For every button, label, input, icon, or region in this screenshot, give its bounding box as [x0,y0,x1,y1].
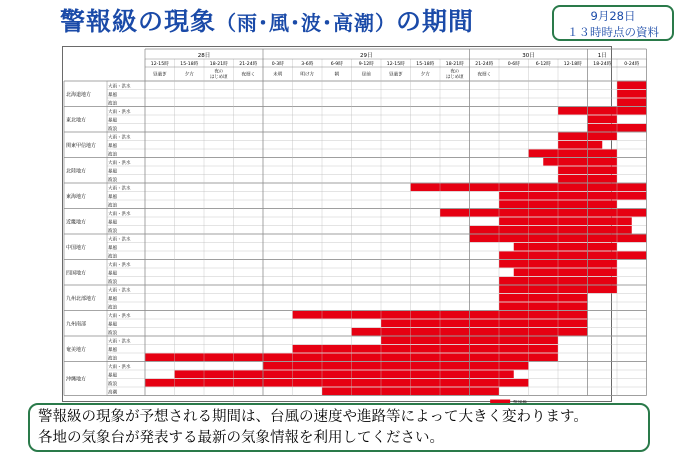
warning-bar [440,209,647,217]
phenomenon-label: 大雨・洪水 [108,364,131,370]
phenomenon-label: 暴風 [108,194,117,200]
title-main: 警報級の現象 [60,7,217,36]
time-label: 6-12時 [535,62,551,67]
warning-bar [293,345,559,353]
date-line: 9月28日 [590,9,636,23]
phenomenon-label: 大雨・洪水 [108,313,131,319]
warning-bar [617,81,647,89]
phenomenon-label: 暴風 [108,373,117,379]
time-label: 18-21時 [445,62,464,67]
phenomenon-label: 波浪 [108,279,117,285]
time-word: 昼過ぎ [388,72,403,78]
region-label: 九州北部地方 [66,295,97,302]
info-note [28,403,650,452]
warning-bar [543,158,617,166]
region-label: 中国地方 [66,244,87,251]
warning-bar [514,243,617,251]
phenomenon-label: 暴風 [108,118,117,124]
phenomenon-label: 暴風 [108,169,117,175]
time-word: 夜遅く [477,72,492,78]
region-label: 東海地方 [66,193,87,200]
phenomenon-label: 高潮 [108,390,117,396]
phenomenon-label: 波浪 [108,203,117,209]
time-label: 15-18時 [416,62,435,67]
phenomenon-label: 波浪 [108,356,117,362]
region-label: 東北地方 [66,117,87,124]
time-word: 昼過ぎ [152,72,167,78]
region-label: 四国地方 [66,270,87,277]
phenomenon-label: 大雨・洪水 [108,288,131,294]
day-label: 29日 [360,53,373,59]
time-label: 6-9時 [330,62,343,67]
time-word: 明け方 [300,72,315,78]
phenomenon-label: 大雨・洪水 [108,262,131,268]
note-line-1: 警報級の現象が予想される期間は、台風の速度や進路等によって大きく変わります。 [38,409,588,425]
time-label: 12-18時 [563,62,582,67]
time-word: 未明 [273,72,283,78]
time-word: 夜遅く [241,72,256,78]
date-caption: １３時時点の資料 [567,25,659,39]
region-label: 沖縄地方 [66,376,87,383]
warning-bar [529,149,618,157]
warning-bar [617,98,647,106]
phenomenon-label: 暴風 [108,143,117,149]
warning-bar [558,107,647,115]
time-label: 21-24時 [475,62,494,67]
region-label: 北海道地方 [66,91,92,98]
warning-bar [499,251,647,259]
phenomenon-label: 波浪 [108,126,117,132]
warning-bar [470,226,632,234]
phenomenon-label: 波浪 [108,305,117,311]
phenomenon-label: 大雨・洪水 [108,160,131,166]
warning-bar [145,379,529,387]
phenomenon-label: 大雨・洪水 [108,211,131,217]
time-word: 夕方 [184,72,194,78]
day-label: 28日 [197,53,211,59]
phenomenon-label: 暴風 [108,92,117,98]
time-label: 0-24時 [624,62,640,67]
time-label: 21-24時 [239,62,258,67]
region-label: 北陸地方 [66,168,87,175]
region-label: 関東甲信地方 [66,142,97,149]
warning-bar [588,115,618,123]
time-label: 18-21時 [209,62,228,67]
page-title [60,2,475,36]
phenomenon-label: 暴風 [108,347,117,353]
region-label: 九州南部 [66,321,87,328]
time-label: 3-6時 [301,62,314,67]
time-label: 0-3時 [271,62,284,67]
phenomenon-label: 大雨・洪水 [108,237,131,243]
warning-bar [175,370,514,378]
phenomenon-label: 暴風 [108,220,117,226]
note-line-2: 各地の気象台が発表する最新の気象情報を利用してください。 [38,430,444,446]
phenomenon-label: 大雨・洪水 [108,109,131,115]
time-word: 夕方 [420,72,430,78]
phenomenon-label: 暴風 [108,322,117,328]
region-label: 奄美地方 [66,346,87,353]
day-label: 1日 [597,53,607,59]
title-phenomena: （雨･風･波･高潮） [216,11,397,35]
warning-bar [263,362,529,370]
time-word: はじめ頃 [209,75,228,80]
phenomenon-label: 暴風 [108,296,117,302]
phenomenon-label: 波浪 [108,101,117,107]
time-word: はじめ頃 [445,75,464,80]
title-end: の期間 [396,7,475,36]
warning-period-chart [62,46,640,402]
region-label: 近畿地方 [66,219,87,226]
warning-bar [499,294,588,302]
time-word: 朝 [334,72,340,78]
warning-bar [499,302,588,310]
phenomenon-label: 暴風 [108,245,117,251]
time-label: 18-24時 [593,62,612,67]
time-label: 12-15時 [150,62,169,67]
time-label: 0-6時 [507,62,520,67]
phenomenon-label: 波浪 [108,330,117,336]
warning-bar [617,90,647,98]
phenomenon-label: 波浪 [108,228,117,234]
warning-bar [499,192,647,200]
warning-bar [558,141,602,149]
warning-bar [499,217,632,225]
phenomenon-label: 暴風 [108,271,117,277]
phenomenon-label: 大雨・洪水 [108,84,131,90]
time-word: 夜の [450,69,460,75]
phenomenon-label: 大雨・洪水 [108,186,131,192]
phenomenon-label: 大雨・洪水 [108,339,131,345]
phenomenon-label: 波浪 [108,177,117,183]
phenomenon-label: 波浪 [108,381,117,387]
phenomenon-label: 波浪 [108,152,117,158]
warning-bar [381,319,588,327]
time-word: 昼前 [361,72,371,78]
phenomenon-label: 大雨・洪水 [108,135,131,141]
day-label: 30日 [522,53,535,59]
time-label: 15-18時 [180,62,199,67]
time-label: 9-12時 [358,62,374,67]
phenomenon-label: 波浪 [108,254,117,260]
date-badge [552,5,674,41]
warning-bar [514,268,617,276]
time-label: 12-15時 [386,62,405,67]
warning-period-grid [63,47,640,401]
time-word: 夜の [214,69,224,75]
